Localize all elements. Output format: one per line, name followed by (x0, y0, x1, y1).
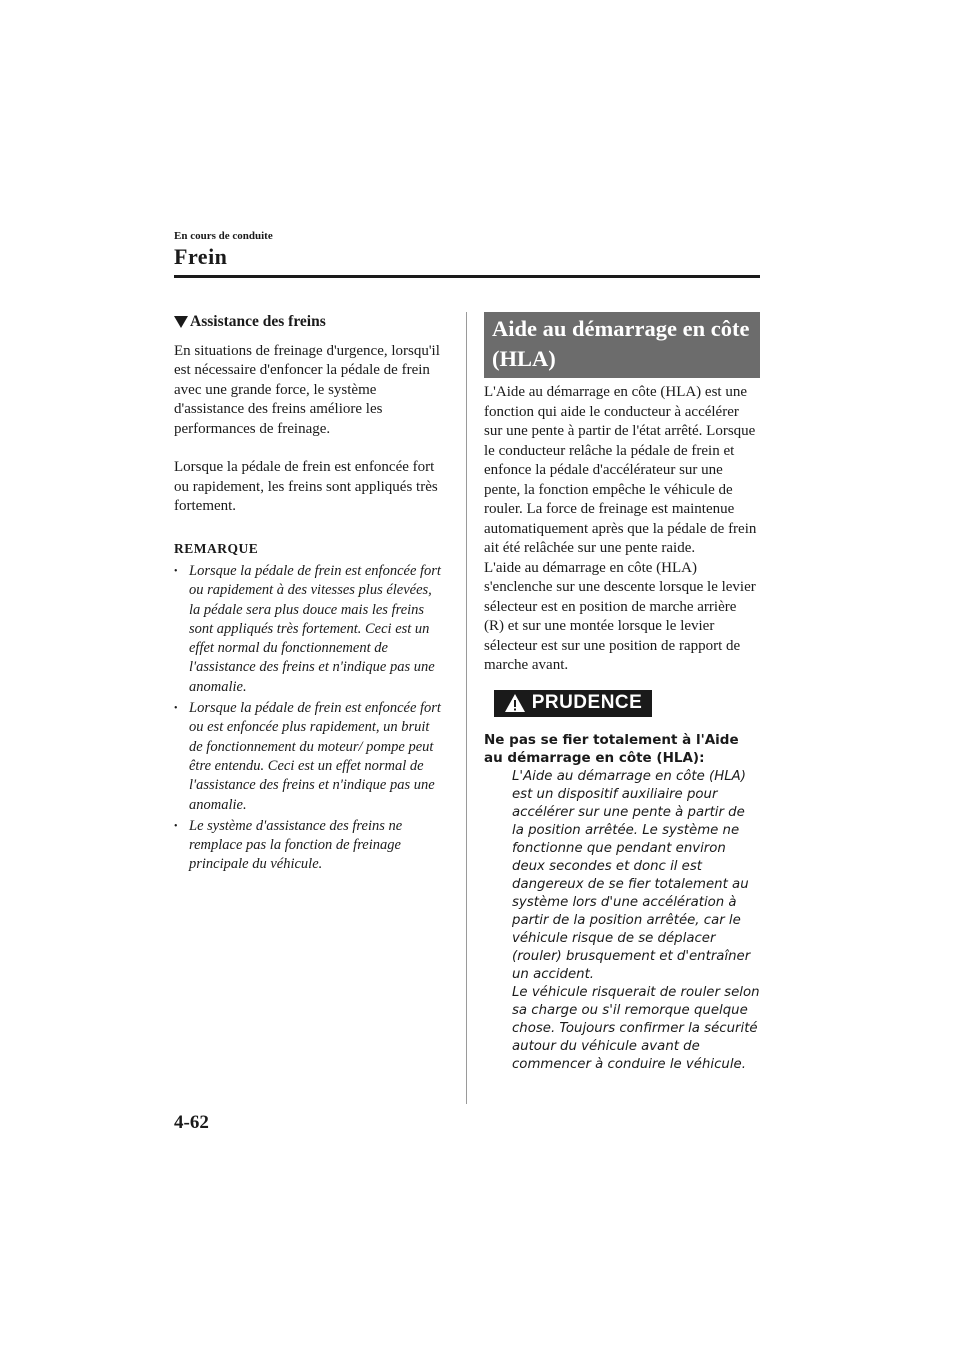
subsection-heading-text: Assistance des freins (190, 313, 326, 330)
body-paragraph: Lorsque la pédale de frein est enfoncée fort ou rapidement, les freins sont appliqués très fortement. (174, 459, 438, 514)
header-divider (174, 275, 760, 278)
caution-paragraph: L'Aide au démarrage en côte (HLA) est un dispositif auxiliaire pour accélérer sur une pente à partir de la position arrêtée. Le système ne fonctionne que pendant environ deux secondes et donc il est dangereux de se fier totalement au système lors d'une accélération à partir de la position arrêtée, car le véhicule risque de se déplacer (rouler) brusquement et d'entraîner un accident. (512, 768, 751, 982)
note-list (174, 562, 446, 875)
caution-badge (494, 690, 652, 717)
section-title-banner: Aide au démarrage en côte (HLA) (484, 312, 760, 378)
bullet-icon: • (174, 566, 178, 577)
warning-triangle-icon (504, 693, 526, 713)
triangle-marker-icon (174, 316, 188, 328)
body-paragraph: En situations de freinage d'urgence, lorsqu'il est nécessaire d'enfoncer la pédale de frein avec une grande force, le système d'assistance des freins améliore les performances de freinage. (174, 342, 440, 437)
caution-heading: Ne pas se fier totalement à l'Aide au démarrage en côte (HLA): (484, 731, 739, 766)
note-item (174, 562, 446, 697)
left-column (174, 312, 446, 877)
right-column (484, 312, 760, 1074)
caution-body (512, 768, 760, 1074)
section-body (484, 383, 760, 676)
body-paragraph: L'Aide au démarrage en côte (HLA) est une fonction qui aide le conducteur à accélérer sur une pente à partir de l'état arrêté. Lorsque le conducteur relâche la pédale de frein et enfonce la pédale d'accélérateur sur une pente, la fonction empêche le véhicule de rouler. La force de freinage est maintenue automatiquement après que la pédale de frein ait été relâchée sur une pente raide. (484, 384, 757, 556)
body-paragraph: L'aide au démarrage en côte (HLA) s'enclenche sur une descente lorsque le levier sélecteur est en position de marche arrière (R) et sur une montée lorsque le levier sélecteur est sur une position de rapport de marche avant. (484, 559, 756, 673)
bullet-icon: • (174, 820, 178, 832)
subsection-heading (174, 312, 446, 332)
bullet-icon: • (174, 703, 178, 715)
note-title: REMARQUE (174, 540, 259, 556)
note-item (174, 817, 446, 875)
caution-label: PRUDENCE (531, 692, 643, 713)
page-number: 4-62 (174, 1112, 209, 1133)
chapter-label: En cours de conduite (174, 230, 273, 242)
note-text: Lorsque la pédale de frein est enfoncée fort ou rapidement à des vitesses plus élevées, la pédale sera plus douce mais les freins sont appliqués très fortement. Ceci est un effet normal du fonctionnement de l'assistance des freins et n'indique pas une anomalie. (189, 563, 441, 695)
caution-paragraph: Le véhicule risquerait de rouler selon sa charge ou s'il remorque quelque chose. Toujours confirmer la sécurité autour du véhicule avant de commencer à conduire le véhicule. (512, 984, 760, 1072)
note-text: Lorsque la pédale de frein est enfoncée fort ou est enfoncée plus rapidement, un bruit de fonctionnement du moteur/ pompe peut être entendu. Ceci est un effet normal de l'assistance des freins et n'indique pas une anomalie. (189, 700, 441, 813)
note-item (174, 699, 446, 815)
column-divider (466, 312, 467, 1104)
page-title: Frein (174, 244, 228, 269)
note-text: Le système d'assistance des freins ne remplace pas la fonction de freinage principale du véhicule. (189, 817, 403, 873)
